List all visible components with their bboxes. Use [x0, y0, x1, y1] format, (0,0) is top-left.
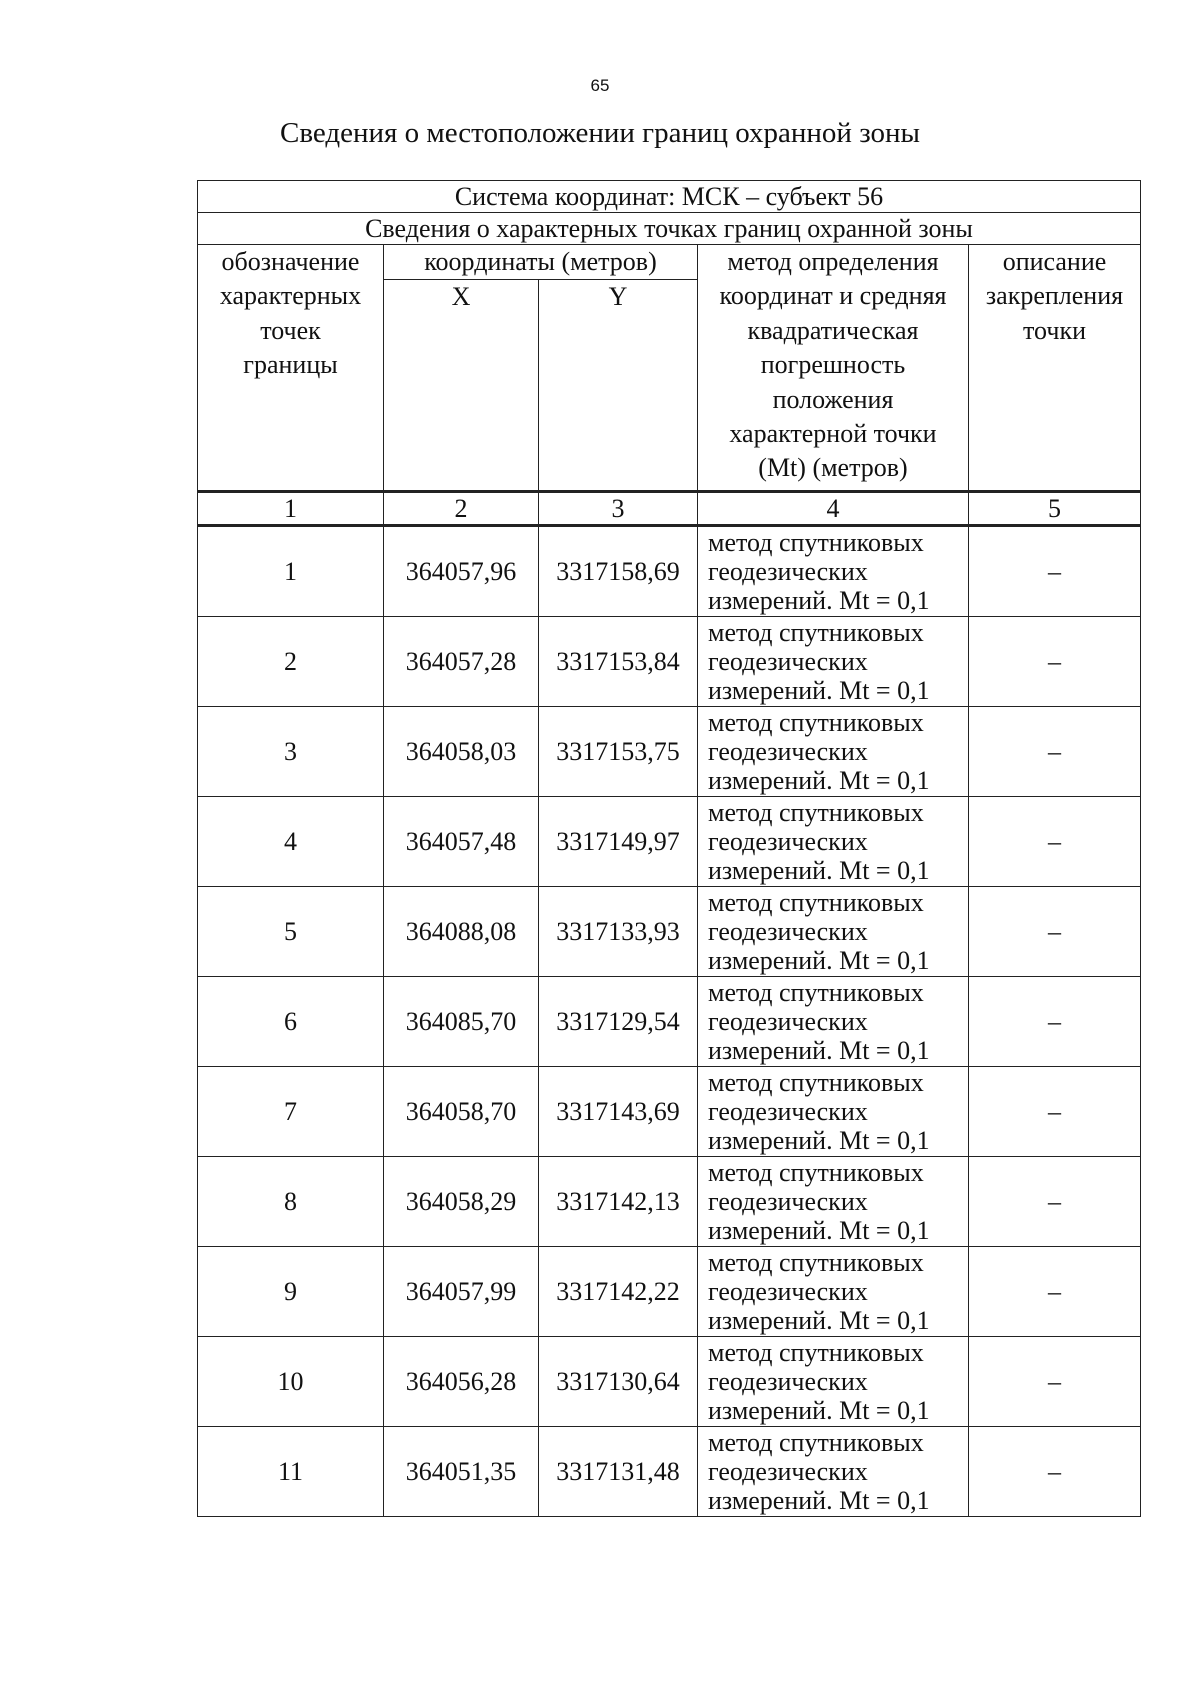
- method-cell: [698, 1427, 969, 1517]
- designation-header-line: границы: [243, 350, 338, 380]
- method-line: измерений. Mt = 0,1: [708, 1036, 930, 1065]
- table-row: [198, 1157, 1141, 1247]
- x-coordinate-cell: 364088,08: [384, 887, 539, 977]
- y-coordinate-cell: 3317133,93: [539, 887, 698, 977]
- column-number: 2: [384, 492, 539, 526]
- designation-header-line: точек: [260, 315, 321, 345]
- point-id-cell: 3: [198, 707, 384, 797]
- method-line: метод спутниковых: [708, 1158, 924, 1187]
- point-id-cell: 4: [198, 797, 384, 887]
- column-number: 4: [698, 492, 969, 526]
- point-id-cell: 1: [198, 526, 384, 617]
- method-header-line: погрешность: [760, 350, 906, 380]
- column-number: 5: [969, 492, 1141, 526]
- y-coordinate-cell: 3317153,75: [539, 707, 698, 797]
- x-header: X: [384, 280, 539, 492]
- y-coordinate-cell: 3317149,97: [539, 797, 698, 887]
- point-id-cell: 11: [198, 1427, 384, 1517]
- description-header-line: описание: [1002, 247, 1107, 276]
- method-line: измерений. Mt = 0,1: [708, 1306, 930, 1335]
- description-cell: –: [969, 1247, 1141, 1337]
- x-coordinate-cell: 364058,70: [384, 1067, 539, 1157]
- x-coordinate-cell: 364085,70: [384, 977, 539, 1067]
- y-coordinate-cell: 3317129,54: [539, 977, 698, 1067]
- method-line: геодезических: [708, 827, 868, 856]
- method-line: измерений. Mt = 0,1: [708, 856, 930, 885]
- table-row: [198, 526, 1141, 617]
- method-line: геодезических: [708, 737, 868, 766]
- description-cell: –: [969, 1427, 1141, 1517]
- method-line: метод спутниковых: [708, 978, 924, 1007]
- table-row: [198, 977, 1141, 1067]
- point-id-cell: 9: [198, 1247, 384, 1337]
- y-coordinate-cell: 3317143,69: [539, 1067, 698, 1157]
- y-coordinate-cell: 3317158,69: [539, 526, 698, 617]
- section-title-cell: Сведения о характерных точках границ охранной зоны: [198, 213, 1141, 245]
- document-title: Сведения о местоположении границ охранной зоны: [279, 117, 920, 149]
- point-id-cell: 6: [198, 977, 384, 1067]
- table-row: [198, 1067, 1141, 1157]
- method-line: измерений. Mt = 0,1: [708, 1396, 930, 1425]
- point-id-cell: 10: [198, 1337, 384, 1427]
- table-row: [198, 1337, 1141, 1427]
- method-line: измерений. Mt = 0,1: [708, 676, 930, 705]
- table-row: [198, 1247, 1141, 1337]
- method-cell: [698, 1337, 969, 1427]
- y-coordinate-cell: 3317131,48: [539, 1427, 698, 1517]
- x-coordinate-cell: 364057,96: [384, 526, 539, 617]
- method-cell: [698, 887, 969, 977]
- method-line: метод спутниковых: [708, 1338, 924, 1367]
- method-line: геодезических: [708, 917, 868, 946]
- method-header-line: (Mt) (метров): [758, 453, 908, 483]
- method-cell: [698, 1247, 969, 1337]
- method-header-line: координат и средняя: [719, 281, 947, 311]
- designation-header: [198, 245, 384, 492]
- x-coordinate-cell: 364058,03: [384, 707, 539, 797]
- description-cell: –: [969, 887, 1141, 977]
- description-cell: –: [969, 707, 1141, 797]
- x-coordinate-cell: 364057,28: [384, 617, 539, 707]
- point-id-cell: 2: [198, 617, 384, 707]
- method-header-line: квадратическая: [747, 315, 919, 345]
- method-line: геодезических: [708, 1277, 868, 1306]
- table-row: [198, 617, 1141, 707]
- page-number: 65: [590, 76, 610, 95]
- point-id-cell: 5: [198, 887, 384, 977]
- point-id-cell: 8: [198, 1157, 384, 1247]
- coord-system-row: [198, 181, 1141, 213]
- method-line: геодезических: [708, 1367, 868, 1396]
- column-number: 1: [198, 492, 384, 526]
- method-cell: [698, 797, 969, 887]
- method-line: геодезических: [708, 1097, 868, 1126]
- method-cell: [698, 707, 969, 797]
- description-header-line: закрепления: [985, 281, 1124, 311]
- x-coordinate-cell: 364057,99: [384, 1247, 539, 1337]
- section-title-row: [198, 213, 1141, 245]
- method-line: измерений. Mt = 0,1: [708, 946, 930, 975]
- method-line: метод спутниковых: [708, 708, 924, 737]
- description-cell: –: [969, 797, 1141, 887]
- y-coordinate-cell: 3317142,13: [539, 1157, 698, 1247]
- column-number: 3: [539, 492, 698, 526]
- method-line: геодезических: [708, 1187, 868, 1216]
- table-row: [198, 887, 1141, 977]
- x-coordinate-cell: 364056,28: [384, 1337, 539, 1427]
- y-coordinate-cell: 3317130,64: [539, 1337, 698, 1427]
- method-line: измерений. Mt = 0,1: [708, 766, 930, 795]
- method-header-line: положения: [772, 384, 894, 414]
- method-cell: [698, 526, 969, 617]
- y-coordinate-cell: 3317142,22: [539, 1247, 698, 1337]
- description-cell: –: [969, 526, 1141, 617]
- coordinates-table-container: [197, 180, 1140, 1517]
- description-header: [969, 245, 1141, 492]
- method-header-line: метод определения: [727, 247, 939, 276]
- method-line: измерений. Mt = 0,1: [708, 586, 930, 615]
- x-coordinate-cell: 364058,29: [384, 1157, 539, 1247]
- method-line: геодезических: [708, 557, 868, 586]
- method-line: измерений. Mt = 0,1: [708, 1216, 930, 1245]
- method-line: метод спутниковых: [708, 1068, 924, 1097]
- method-line: геодезических: [708, 647, 868, 676]
- method-line: метод спутниковых: [708, 1248, 924, 1277]
- coordinates-header: координаты (метров): [384, 245, 698, 280]
- method-line: геодезических: [708, 1457, 868, 1486]
- description-header-line: точки: [1023, 315, 1086, 345]
- method-cell: [698, 1067, 969, 1157]
- method-line: метод спутниковых: [708, 798, 924, 827]
- method-line: метод спутниковых: [708, 888, 924, 917]
- table-row: [198, 1427, 1141, 1517]
- description-cell: –: [969, 977, 1141, 1067]
- coordinates-table: [197, 180, 1141, 1517]
- x-coordinate-cell: 364057,48: [384, 797, 539, 887]
- description-cell: –: [969, 1337, 1141, 1427]
- method-header: [698, 245, 969, 492]
- y-header: Y: [539, 280, 698, 492]
- method-cell: [698, 1157, 969, 1247]
- designation-header-line: характерных: [219, 281, 362, 311]
- coord-system-cell: Система координат: МСК – субъект 56: [198, 181, 1141, 213]
- column-numbers-row: [198, 492, 1141, 526]
- description-cell: –: [969, 1067, 1141, 1157]
- method-line: метод спутниковых: [708, 1428, 924, 1457]
- method-header-line: характерной точки: [729, 419, 937, 449]
- y-coordinate-cell: 3317153,84: [539, 617, 698, 707]
- method-line: измерений. Mt = 0,1: [708, 1486, 930, 1515]
- method-line: метод спутниковых: [708, 618, 924, 647]
- description-cell: –: [969, 1157, 1141, 1247]
- designation-header-line: обозначение: [221, 247, 360, 276]
- point-id-cell: 7: [198, 1067, 384, 1157]
- header-row-top: [198, 245, 1141, 280]
- method-cell: [698, 617, 969, 707]
- method-line: метод спутниковых: [708, 528, 924, 557]
- method-line: геодезических: [708, 1007, 868, 1036]
- table-row: [198, 797, 1141, 887]
- method-cell: [698, 977, 969, 1067]
- description-cell: –: [969, 617, 1141, 707]
- table-row: [198, 707, 1141, 797]
- method-line: измерений. Mt = 0,1: [708, 1126, 930, 1155]
- coordinates-table-body: [198, 181, 1141, 1517]
- x-coordinate-cell: 364051,35: [384, 1427, 539, 1517]
